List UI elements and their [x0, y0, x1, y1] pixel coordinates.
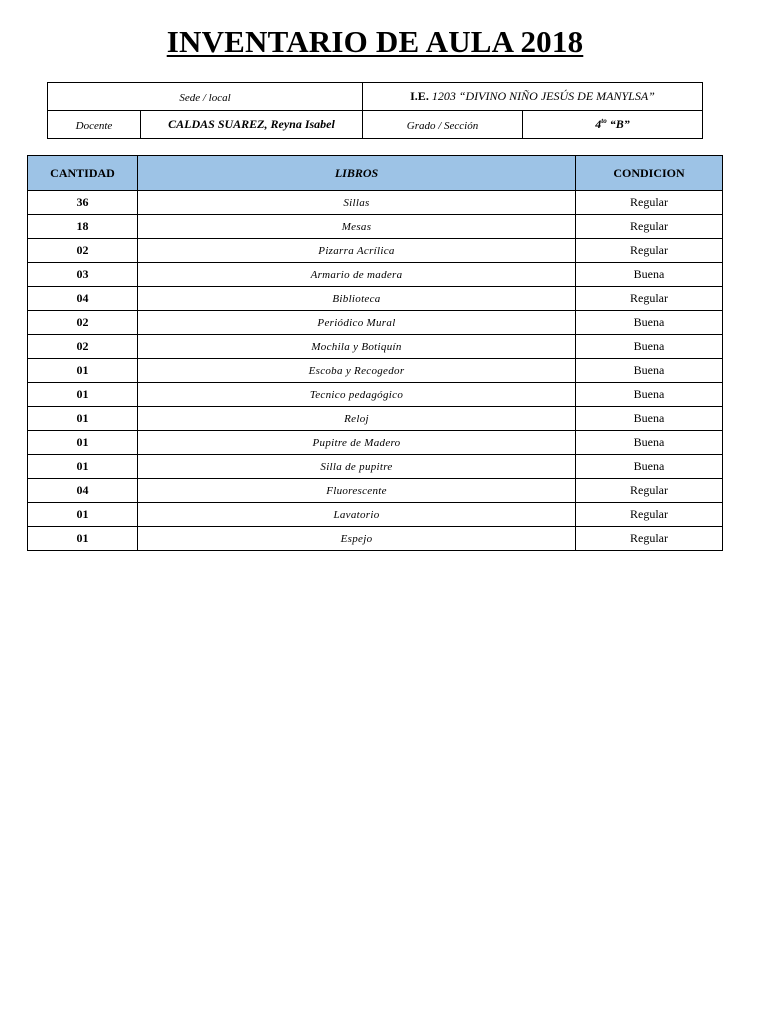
table-row [28, 311, 723, 335]
cell-cantidad: 02 [28, 311, 138, 335]
sede-value [363, 83, 703, 111]
cell-condicion: Buena [576, 263, 723, 287]
cell-libro: Escoba y Recogedor [138, 359, 576, 383]
cell-libro: Tecnico pedagógico [138, 383, 576, 407]
cell-libro: Mochila y Botiquín [138, 335, 576, 359]
cell-condicion: Buena [576, 359, 723, 383]
header-libros: LIBROS [138, 156, 576, 191]
cell-condicion: Buena [576, 455, 723, 479]
cell-cantidad: 36 [28, 191, 138, 215]
sede-prefix: I.E. [410, 89, 429, 103]
sede-label: Sede / local [48, 83, 363, 111]
cell-libro: Fluorescente [138, 479, 576, 503]
cell-libro: Pizarra Acrílica [138, 239, 576, 263]
cell-cantidad: 04 [28, 287, 138, 311]
cell-libro: Silla de pupitre [138, 455, 576, 479]
table-row [28, 263, 723, 287]
document-title: INVENTARIO DE AULA 2018 [166, 24, 584, 59]
header-cantidad: CANTIDAD [28, 156, 138, 191]
info-row-docente [48, 111, 703, 139]
grado-label: Grado / Sección [363, 111, 523, 139]
cell-condicion: Regular [576, 527, 723, 551]
table-row [28, 527, 723, 551]
cell-cantidad: 03 [28, 263, 138, 287]
table-row [28, 431, 723, 455]
cell-condicion: Buena [576, 311, 723, 335]
cell-libro: Espejo [138, 527, 576, 551]
cell-condicion: Regular [576, 479, 723, 503]
cell-condicion: Regular [576, 191, 723, 215]
table-row [28, 239, 723, 263]
cell-libro: Pupitre de Madero [138, 431, 576, 455]
info-table [47, 82, 703, 139]
grado-superscript: to [601, 117, 607, 125]
cell-cantidad: 02 [28, 239, 138, 263]
inventory-body [28, 191, 723, 551]
cell-condicion: Buena [576, 335, 723, 359]
cell-condicion: Regular [576, 215, 723, 239]
cell-condicion: Buena [576, 407, 723, 431]
cell-libro: Lavatorio [138, 503, 576, 527]
grado-value [523, 111, 703, 139]
inventory-header-row [28, 156, 723, 191]
cell-libro: Reloj [138, 407, 576, 431]
cell-condicion: Buena [576, 431, 723, 455]
cell-cantidad: 01 [28, 407, 138, 431]
table-row [28, 407, 723, 431]
grado-section: “B” [606, 117, 630, 131]
cell-cantidad: 01 [28, 431, 138, 455]
cell-cantidad: 01 [28, 455, 138, 479]
inventory-table [27, 155, 723, 551]
cell-condicion: Regular [576, 503, 723, 527]
sede-name: 1203 “DIVINO NIÑO JESÚS DE MANYLSA” [431, 89, 655, 103]
table-row [28, 359, 723, 383]
table-row [28, 479, 723, 503]
cell-condicion: Regular [576, 287, 723, 311]
cell-cantidad: 01 [28, 359, 138, 383]
grado-number: 4 [595, 117, 602, 131]
cell-cantidad: 01 [28, 383, 138, 407]
cell-cantidad: 01 [28, 527, 138, 551]
table-row [28, 191, 723, 215]
docente-label: Docente [48, 111, 141, 139]
table-row [28, 455, 723, 479]
cell-libro: Mesas [138, 215, 576, 239]
docente-value: CALDAS SUAREZ, Reyna Isabel [141, 111, 363, 139]
table-row [28, 287, 723, 311]
cell-cantidad: 01 [28, 503, 138, 527]
cell-libro: Periódico Mural [138, 311, 576, 335]
table-row [28, 503, 723, 527]
info-row-sede [48, 83, 703, 111]
table-row [28, 215, 723, 239]
cell-cantidad: 18 [28, 215, 138, 239]
cell-cantidad: 04 [28, 479, 138, 503]
cell-libro: Sillas [138, 191, 576, 215]
cell-libro: Biblioteca [138, 287, 576, 311]
header-condicion: CONDICION [576, 156, 723, 191]
cell-condicion: Regular [576, 239, 723, 263]
table-row [28, 335, 723, 359]
cell-condicion: Buena [576, 383, 723, 407]
table-row [28, 383, 723, 407]
cell-cantidad: 02 [28, 335, 138, 359]
cell-libro: Armario de madera [138, 263, 576, 287]
